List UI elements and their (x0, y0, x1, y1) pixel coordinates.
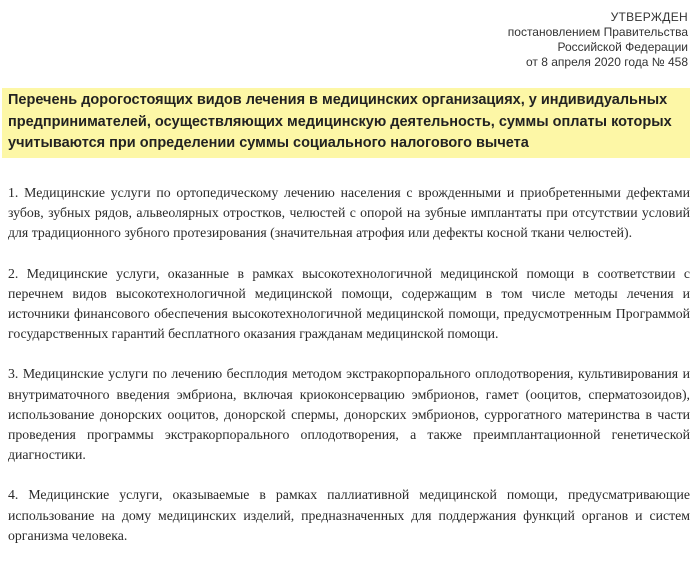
list-item: 2. Медицинские услуги, оказанные в рамках высокотехнологичной медицинской помощи в соответствии с перечнем видов высокотехнологичной медицинской помощи, содержащим в том числе методы лечения и источники финансового обеспечения высокотехнологичной медицинской помощи, предусмотренным Программой государственных гарантий бесплатного оказания гражданам медицинской помощи. (8, 265, 690, 342)
list-item: 3. Медицинские услуги по лечению бесплодия методом экстракорпорального оплодотворения, культивирования и внутриматочного введения эмбриона, включая криоконсервацию эмбрионов, гамет (ооцитов, сперматозоидов), использование донорских ооцитов, донорской спермы, донорских эмбрионов, суррогатного материнства в части проведения программы экстракорпорального оплодотворения, а также преимплантационной генетической диагностики. (8, 366, 690, 463)
list-item: 4. Медицинские услуги, оказываемые в рамках паллиативной медицинской помощи, предусматривающие использование на дому медицинских изделий, предназначенных для поддержания функций органов и систем организма человека. (8, 487, 690, 543)
list-item: 1. Медицинские услуги по ортопедическому лечению населения с врожденными и приобретенными дефектами зубов, зубных рядов, альвеолярных отростков, челюстей с опорой на зубные имплантаты при отсутствии условий для традиционного зубного протезирования (значительная атрофия или дефекты косной ткани челюстей). (8, 185, 690, 241)
approval-date: от 8 апреля 2020 года № 458 (526, 55, 688, 69)
approval-country: Российской Федерации (557, 40, 688, 54)
document-body (8, 183, 690, 566)
approval-authority: постановлением Правительства (507, 25, 688, 39)
document-title: Перечень дорогостоящих видов лечения в медицинских организациях, у индивидуальных предпринимателей, осуществляющих медицинскую деятельность, суммы оплаты которых учитываются при определении суммы социального налогового вычета (2, 88, 690, 158)
approval-heading: УТВЕРЖДЕН (610, 10, 688, 24)
approval-stamp (508, 10, 688, 70)
